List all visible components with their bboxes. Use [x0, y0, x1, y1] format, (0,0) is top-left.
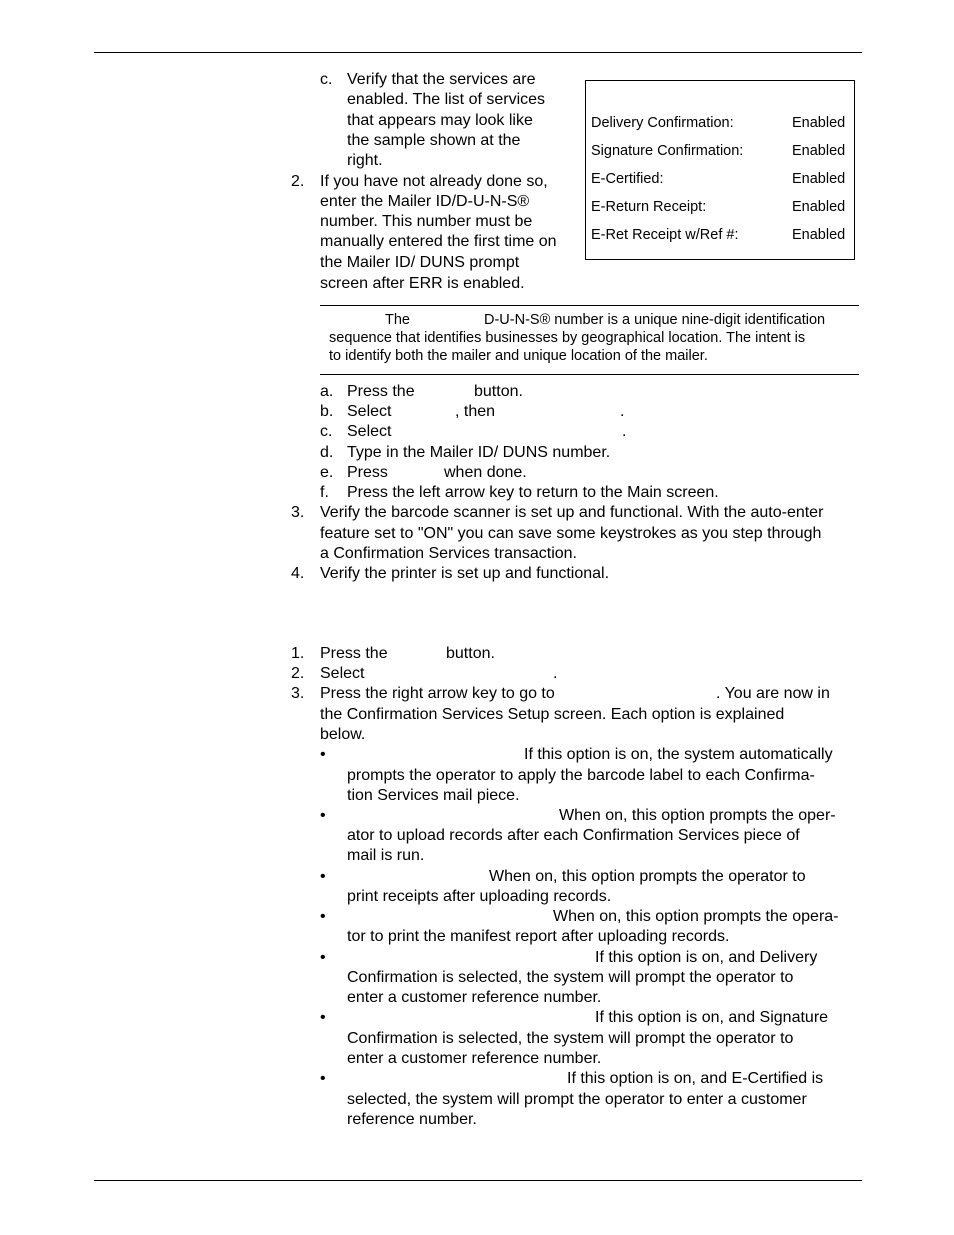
setup-step-text: . You are now in [716, 685, 830, 702]
substep-marker: a. [320, 383, 334, 400]
step-3-line: a Confirmation Services transaction. [320, 545, 577, 562]
note-bottom-rule [320, 374, 859, 375]
substep-marker: e. [320, 464, 334, 481]
service-status: Enabled [792, 115, 846, 131]
bullet-text: Confirmation is selected, the system will prompt the operator to [347, 1030, 794, 1047]
substep-text: when done. [444, 464, 527, 481]
setup-step-marker: 1. [291, 645, 305, 662]
step-c-line: that appears may look like [347, 112, 533, 129]
note-text: The [385, 312, 410, 328]
setup-step-text: . [553, 665, 558, 682]
substep-text: . [622, 423, 627, 440]
bullet-text: If this option is on, and Signature [595, 1009, 829, 1026]
step-2-marker: 2. [291, 173, 305, 190]
bullet-text: print receipts after uploading records. [347, 888, 612, 905]
step-2-line: If you have not already done so, [320, 173, 548, 190]
bullet-marker: • [320, 746, 326, 763]
setup-step-marker: 2. [291, 665, 305, 682]
bullet-marker: • [320, 1009, 326, 1026]
substep-text: Type in the Mailer ID/ DUNS number. [347, 444, 611, 461]
setup-step-text: button. [446, 645, 495, 662]
substep-text: Press [347, 464, 388, 481]
bullet-text: When on, this option prompts the operator to [489, 868, 806, 885]
note-text: D-U-N-S® number is a unique nine-digit identification [484, 312, 826, 328]
setup-step-marker: 3. [291, 685, 305, 702]
bullet-text: enter a customer reference number. [347, 989, 602, 1006]
substep-text: Select [347, 423, 392, 440]
substep-text: . [620, 403, 625, 420]
step-2-line: manually entered the first time on [320, 233, 557, 250]
note-text: sequence that identifies businesses by geographical location. The intent is [329, 330, 806, 346]
header-rule [94, 52, 862, 53]
bullet-text: If this option is on, and Delivery [595, 949, 818, 966]
step-c-line: Verify that the services are [347, 71, 536, 88]
bullet-text: tor to print the manifest report after uploading records. [347, 928, 730, 945]
substep-text: Press the [347, 383, 415, 400]
setup-step-text: below. [320, 726, 366, 743]
substep-text: , then [455, 403, 496, 420]
step-c-line: enabled. The list of services [347, 91, 546, 108]
note-top-rule [320, 305, 859, 306]
service-label: E-Certified: [591, 171, 664, 187]
bullet-text: When on, this option prompts the oper- [559, 807, 836, 824]
step-c-line: right. [347, 152, 383, 169]
setup-step-text: Press the right arrow key to go to [320, 685, 555, 702]
step-4-text: Verify the printer is set up and functional. [320, 565, 610, 582]
bullet-text: prompts the operator to apply the barcode label to each Confirma- [347, 767, 815, 784]
substep-marker: f. [320, 484, 329, 501]
service-status: Enabled [792, 143, 846, 159]
bullet-text: reference number. [347, 1111, 477, 1128]
step-3-marker: 3. [291, 504, 305, 521]
service-status: Enabled [792, 199, 846, 215]
substep-marker: d. [320, 444, 334, 461]
bullet-marker: • [320, 807, 326, 824]
bullet-text: When on, this option prompts the opera- [553, 908, 839, 925]
service-status: Enabled [792, 227, 846, 243]
service-status: Enabled [792, 171, 846, 187]
setup-step-text: the Confirmation Services Setup screen. Each option is explained [320, 706, 785, 723]
bullet-marker: • [320, 1070, 326, 1087]
substep-text: Press the left arrow key to return to the Main screen. [347, 484, 719, 501]
setup-step-text: Press the [320, 645, 388, 662]
bullet-text: If this option is on, the system automatically [524, 746, 833, 763]
services-sample-table [585, 80, 855, 260]
service-label: E-Ret Receipt w/Ref #: [591, 227, 739, 243]
step-2-line: enter the Mailer ID/D-U-N-S® [320, 193, 530, 210]
step-c-marker: c. [320, 71, 333, 88]
footer-rule [94, 1180, 862, 1181]
step-2-line: number. This number must be [320, 213, 533, 230]
bullet-text: ator to upload records after each Confirmation Services piece of [347, 827, 800, 844]
substep-marker: c. [320, 423, 333, 440]
step-2-line: the Mailer ID/ DUNS prompt [320, 254, 520, 271]
bullet-text: tion Services mail piece. [347, 787, 520, 804]
substep-text: button. [474, 383, 523, 400]
substep-marker: b. [320, 403, 334, 420]
bullet-text: selected, the system will prompt the operator to enter a customer [347, 1091, 807, 1108]
step-4-marker: 4. [291, 565, 305, 582]
setup-step-text: Select [320, 665, 365, 682]
service-label: Signature Confirmation: [591, 143, 744, 159]
bullet-marker: • [320, 868, 326, 885]
bullet-marker: • [320, 908, 326, 925]
service-label: E-Return Receipt: [591, 199, 707, 215]
step-2-line: screen after ERR is enabled. [320, 275, 525, 292]
bullet-text: mail is run. [347, 847, 425, 864]
step-3-line: Verify the barcode scanner is set up and functional. With the auto-enter [320, 504, 824, 521]
step-c-line: the sample shown at the [347, 132, 521, 149]
substep-text: Select [347, 403, 392, 420]
bullet-marker: • [320, 949, 326, 966]
bullet-text: enter a customer reference number. [347, 1050, 602, 1067]
note-text: to identify both the mailer and unique location of the mailer. [329, 348, 708, 364]
bullet-text: If this option is on, and E-Certified is [567, 1070, 824, 1087]
service-label: Delivery Confirmation: [591, 115, 734, 131]
bullet-text: Confirmation is selected, the system will prompt the operator to [347, 969, 794, 986]
step-3-line: feature set to "ON" you can save some keystrokes as you step through [320, 525, 822, 542]
